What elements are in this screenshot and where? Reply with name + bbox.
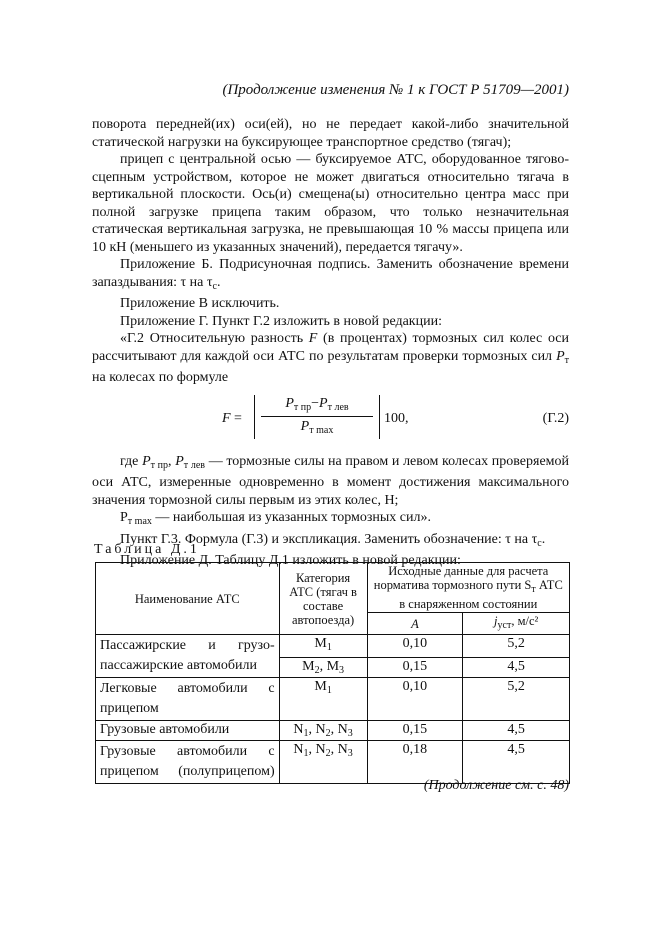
paragraph-1: поворота передней(их) оси(ей), но не передает какой-либо значительной статической нагрузки на буксирующее транспортное средство (тягач); [92,117,569,150]
fraction-bar [261,416,373,417]
symbol-p-subscript: т [564,354,569,366]
header-category: Категория АТС (тягач в составе автопоезда) [279,563,367,635]
table-row: Легковые автомобили с прицепом $M_1$ 0,10 5,2 [96,677,570,720]
paragraph-7: где $P_{т пр}$, $P_{т лев}$ — тормозные силы на правом и левом колесах проверяемой оси АТС, измеренные одновременно в момент достижения максимального значения тормозной силы первым из этих колес, Н; [92,453,570,508]
paragraph-6-mid: (в процентах) тормозных сил колес оси рассчитывают для каждой оси АТС по результатам проверки тормозных сил [92,331,570,364]
table-row: Пассажирские и грузо- $M_1$ 0,10 5,2 [96,635,570,658]
header-name: Наименование АТС [96,563,280,635]
symbol-f: F [308,331,318,346]
table-row: пассажирские автомобили $M_2$, $M_3$ 0,15 4,5 [96,657,570,677]
table-caption: Таблица Д.1 [94,542,200,557]
formula-lhs: F [222,410,231,426]
paragraph-6-tail: на колесах по формуле [92,370,229,385]
paragraph-2: прицеп с центральной осью — буксируемое АТС, оборудованное тягово-сцепным устройством, которое не может двигаться относительно тягача в вертикальной плоскости. Ось(и) смещена(ы) относительно центра масс при полной загрузке прицепа таким образом, что только незначительная статическая вертикальная загрузка, не превышающая 10 % массы прицепа или 10 кН (меньшего из указанных значений), передается тягачу». [92,152,569,255]
paragraph-6 [92,330,569,387]
formula-equals: = [234,410,242,426]
table-header-row [96,563,570,613]
page-header: (Продолжение изменения № 1 к ГОСТ Р 51709—2001) [222,82,569,98]
paragraph-8: $P_{т max}$ — наибольшая из указанных тормозных сил». [120,510,431,527]
symbol-p: P [556,348,565,364]
formula-number: (Г.2) [542,410,569,426]
header-source-data: Исходные данные для расчета норматива тормозного пути $S_т$ АТС в снаряженном состоянии [367,563,569,613]
tau-subscript: с [212,280,217,292]
header-a: A [367,613,463,635]
formula-denominator: $P_{т max}$ [300,418,334,436]
formula-g2 [92,391,569,449]
paragraph-3-text: Приложение Б. Подрисуночная подпись. Заменить обозначение времени запаздывания: τ на τ [92,257,569,290]
paragraph-4: Приложение В исключить. [120,296,280,311]
paragraph-3: Приложение Б. Подрисуночная подпись. Заменить обозначение времени запаздывания: τ на $\tau_с$. [92,257,569,292]
table-d1 [95,562,570,784]
page-footer-continuation: (Продолжение см. с. 48) [423,778,569,793]
table-row: Грузовые автомобили $N_1$, $N_2$, $N_3$ 0,15 4,5 [96,720,570,740]
header-j: $j_{уст}$, м/с² [463,613,570,635]
document-body [92,116,569,570]
formula-numerator: $P_{т пр}-P_{т лев}$ [285,395,349,413]
formula-absolute-value [254,395,380,439]
paragraph-10: Приложение Д. Таблицу Д.1 изложить в новой редакции: [120,553,461,568]
paragraph-9: Пункт Г.3. Формула (Г.3) и экспликация. Заменить обозначение: τ на $\tau_с$. [120,531,546,549]
paragraph-5: Приложение Г. Пункт Г.2 изложить в новой редакции: [120,313,442,329]
table-row: Грузовые автомобили с прицепом (полуприцепом) $N_1$, $N_2$, $N_3$ 0,18 4,5 [96,740,570,783]
paragraph-6-lead: «Г.2 Относительную разность [120,331,304,346]
formula-multiplier: 100, [384,410,409,426]
